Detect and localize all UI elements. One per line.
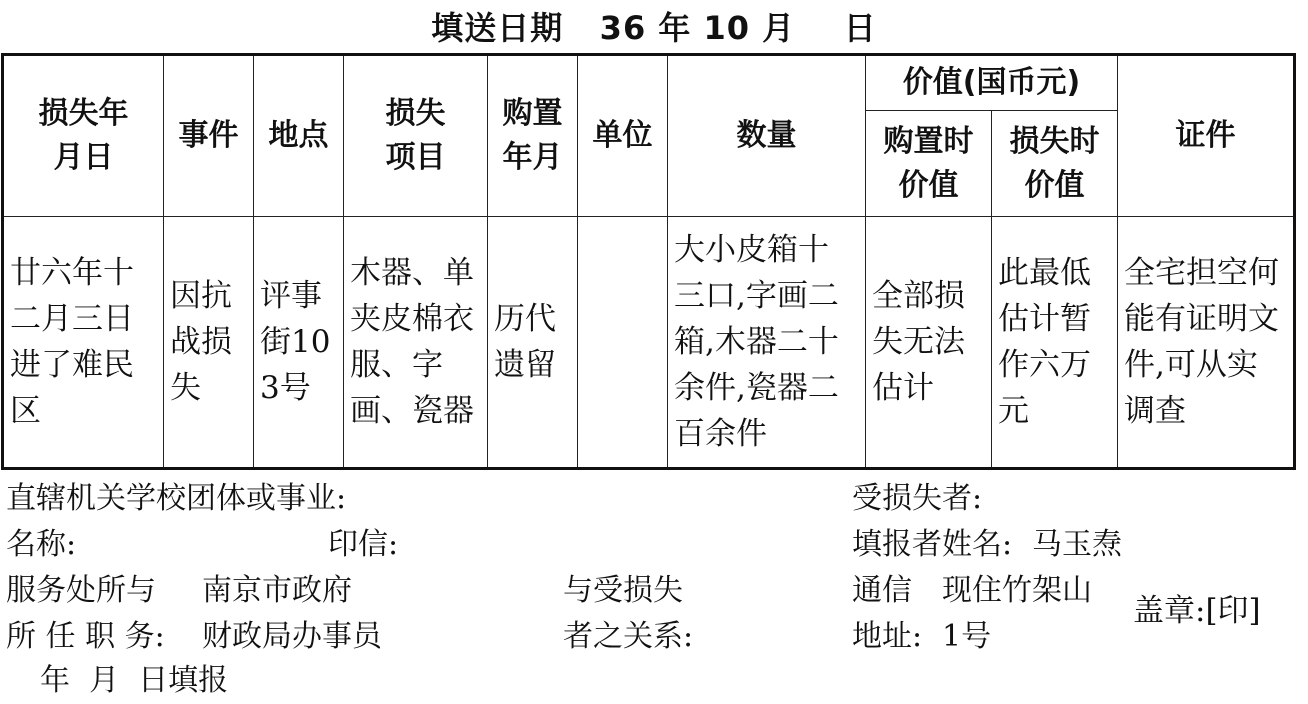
col-quantity: 数量: [668, 55, 866, 217]
day-unit: 日: [843, 9, 877, 47]
relation-label-2: 者之关系:: [563, 619, 694, 654]
col-value-at-purchase: 购置时价值: [866, 111, 992, 217]
position-value: 财政局办事员: [202, 619, 382, 654]
stamp-label: 盖章:[印]: [1133, 593, 1261, 629]
cell-value-at-loss: 此最低估计暂作六万元: [992, 217, 1118, 469]
name-label: 名称:: [6, 527, 77, 562]
cell-value-at-purchase: 全部损失无法估计: [866, 217, 992, 469]
victim-label: 受损失者:: [852, 481, 983, 516]
cell-event: 因抗战损失: [164, 217, 254, 469]
agency-label: 直辖机关学校团体或事业:: [6, 481, 347, 516]
cell-certificate: 全宅担空何能有证明文件,可从实调查: [1118, 217, 1295, 469]
position-label: 所 任 职 务:: [6, 619, 165, 654]
col-purchase-date: 购置年月: [488, 55, 578, 217]
report-date-label: 填送日期: [431, 9, 564, 47]
col-value-at-loss: 损失时价值: [992, 111, 1118, 217]
seal-label: 印信:: [328, 527, 399, 562]
cell-quantity: 大小皮箱十三口,字画二箱,木器二十余件,瓷器二百余件: [668, 217, 866, 469]
report-date-year: 36: [599, 9, 647, 47]
col-loss-date: 损失年月日: [3, 55, 164, 217]
cell-loss-items: 木器、单夹皮棉衣服、字画、瓷器: [344, 217, 488, 469]
cell-purchase-date: 历代遗留: [488, 217, 578, 469]
cell-unit: [578, 217, 668, 469]
reporter-name: 马玉焘: [1032, 527, 1122, 562]
report-footer: [0, 476, 1308, 704]
address-label: 地址:: [852, 619, 923, 654]
col-certificate: 证件: [1118, 55, 1295, 217]
col-loss-items: 损失项目: [344, 55, 488, 217]
cell-loss-date: 廿六年十二月三日进了难民区: [3, 217, 164, 469]
fill-date-line: 年 月 日填报: [40, 663, 229, 698]
address-value-1: 现住竹架山: [942, 573, 1092, 608]
cell-location: 评事街103号: [254, 217, 344, 469]
relation-label-1: 与受损失: [563, 573, 683, 608]
col-value-group: 价值(国币元): [866, 55, 1118, 111]
col-location: 地点: [254, 55, 344, 217]
address-value-2: 1号: [942, 619, 992, 654]
office-label: 服务处所与: [6, 573, 156, 608]
office-value: 南京市政府: [202, 573, 352, 608]
year-unit: 年: [658, 9, 692, 47]
col-unit: 单位: [578, 55, 668, 217]
report-date-header: [0, 6, 1308, 50]
month-unit: 月: [762, 9, 796, 47]
report-date-month: 10: [703, 9, 751, 47]
reporter-label: 填报者姓名:: [852, 527, 1013, 562]
table-row: [3, 217, 1295, 469]
comm-label: 通信: [852, 573, 912, 608]
col-event: 事件: [164, 55, 254, 217]
loss-table: [1, 53, 1296, 470]
